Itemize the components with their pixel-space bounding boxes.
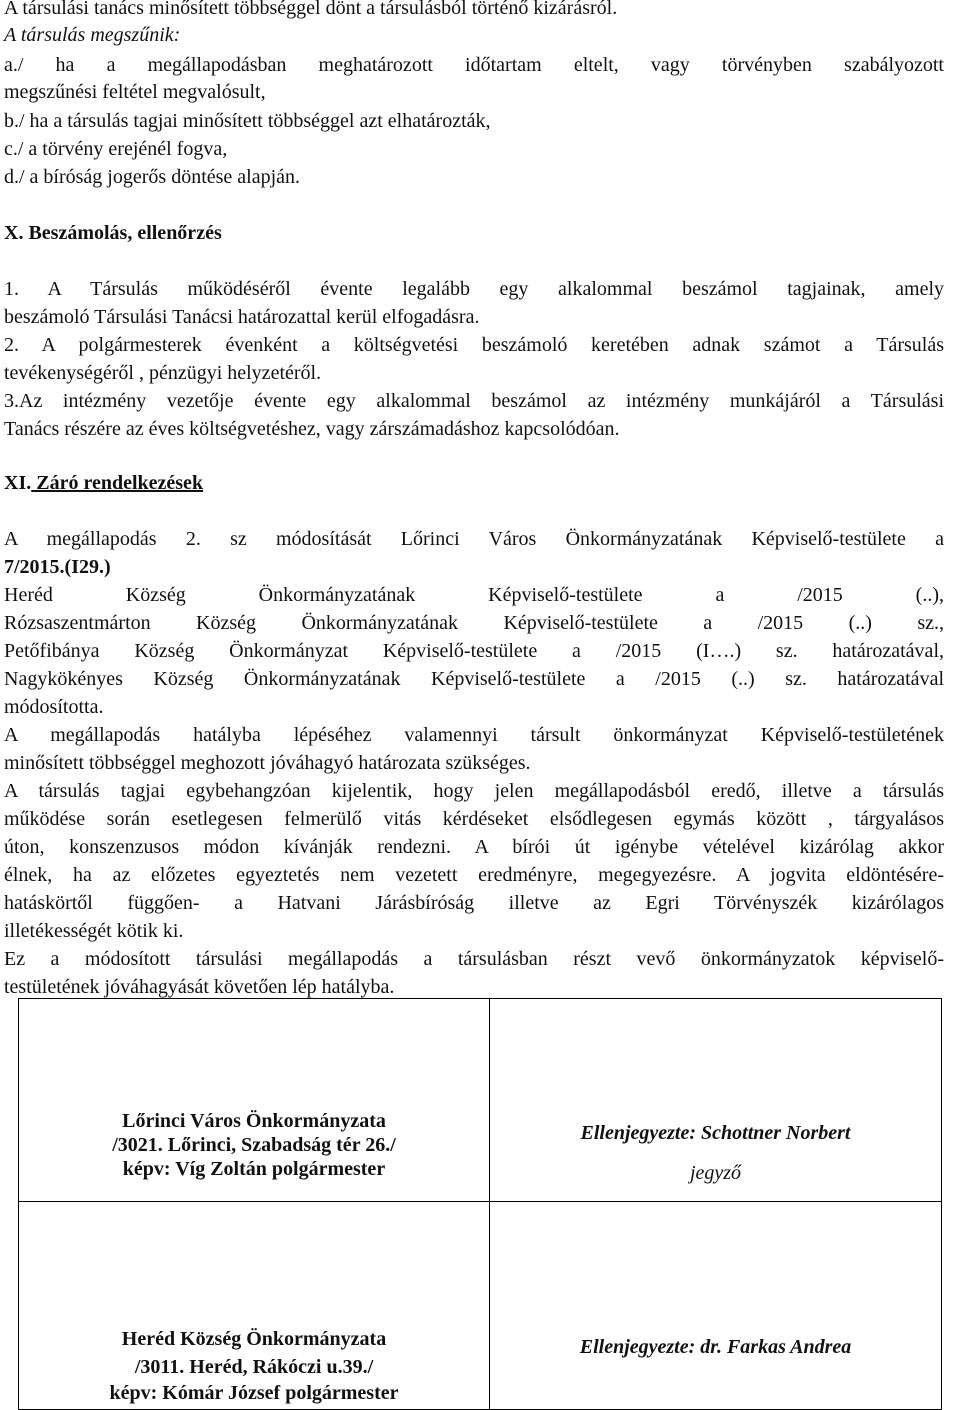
xi-line-6: Nagykökényes Község Önkormányzatának Képviselő-testülete a /2015 (..) sz. határozatával xyxy=(4,668,944,690)
xi-line-11: működése során esetlegesen felmerülő vitás kérdéseket elsődlegesen egymás között , tárgyalásos xyxy=(4,808,944,830)
hered-address: /3011. Heréd, Rákóczi u.39./ xyxy=(134,1356,374,1378)
termination-heading: A társulás megszűnik: xyxy=(4,24,181,46)
xi-line-5: Petőfibánya Község Önkormányzat Képviselő-testülete a /2015 (I….) sz. határozatával, xyxy=(4,640,944,662)
section-x-heading: X. Beszámolás, ellenőrzés xyxy=(4,222,222,244)
xi-line-15: illetékességét kötik ki. xyxy=(4,920,184,942)
section-x-p2-line1: 2. A polgármesterek évenként a költségvetési beszámoló keretében adnak számot a Társulás xyxy=(4,334,944,356)
lorinci-representative: képv: Víg Zoltán polgármester xyxy=(122,1158,386,1180)
termination-item-a-line2: megszűnési feltétel megvalósult, xyxy=(4,81,266,103)
xi-line-3: Heréd Község Önkormányzatának Képviselő-testülete a /2015 (..), xyxy=(4,584,944,606)
termination-item-c: c./ a törvény erejénél fogva, xyxy=(4,138,228,160)
xi-line-1: A megállapodás 2. sz módosítását Lőrinci Város Önkormányzatának Képviselő-testülete a xyxy=(4,528,944,550)
xi-line-7: módosította. xyxy=(4,696,104,718)
xi-line-2: 7/2015.(I29.) xyxy=(4,556,111,578)
hered-representative: képv: Kómár József polgármester xyxy=(109,1382,399,1404)
signature-table xyxy=(18,998,942,1410)
section-x-p2-line2: tevékenységéről , pénzügyi helyzetéről. xyxy=(4,362,322,384)
countersigned-by-farkas: Ellenjegyezte: dr. Farkas Andrea xyxy=(579,1336,852,1358)
xi-line-14: hatáskörtől függően- a Hatvani Járásbíróság illetve az Egri Törvényszék kizárólagos xyxy=(4,892,944,914)
xi-line-12: úton, konszenzusos módon kívánják rendezni. A bírói út igénybe vételével kizárólag akkor xyxy=(4,836,944,858)
xi-line-8: A megállapodás hatályba lépéséhez valamennyi társult önkormányzat Képviselő-testületének xyxy=(4,724,944,746)
xi-line-13: élnek, ha az előzetes egyeztetés nem vezetett eredményre, megegyezésre. A jogvita eldöntésére- xyxy=(4,864,944,886)
exclusion-sentence: A társulási tanács minősített többséggel dönt a társulásból történő kizárásról. xyxy=(4,0,618,19)
xi-line-4: Rózsaszentmárton Község Önkormányzatának Képviselő-testülete a /2015 (..) sz., xyxy=(4,612,944,634)
section-x-p1-line1: 1. A Társulás működéséről évente legalább egy alkalommal beszámol tagjainak, amely xyxy=(4,278,944,300)
xi-line-10: A társulás tagjai egybehangzóan kijelentik, hogy jelen megállapodásból eredő, illetve a társulás xyxy=(4,780,944,802)
section-xi-title: Záró rendelkezések xyxy=(31,472,204,494)
section-x-p3-line2: Tanács részére az éves költségvetéshez, vagy zárszámadáshoz kapcsolódóan. xyxy=(4,418,620,440)
termination-item-b: b./ ha a társulás tagjai minősített többséggel azt elhatározták, xyxy=(4,110,491,132)
section-x-p3-line1: 3.Az intézmény vezetője évente egy alkalommal beszámol az intézmény munkájáról a Társulási xyxy=(4,390,944,412)
section-xi-heading xyxy=(4,470,944,497)
xi-line-16: Ez a módosított társulási megállapodás a társulásban részt vevő önkormányzatok képviselő- xyxy=(4,948,944,970)
countersign-cell-2 xyxy=(490,1202,942,1410)
section-xi-number: XI. xyxy=(4,472,32,494)
xi-line-9: minősített többséggel meghozott jóváhagyó határozata szükséges. xyxy=(4,752,531,774)
signature-cell-hered xyxy=(19,1202,490,1410)
termination-item-d: d./ a bíróság jogerős döntése alapján. xyxy=(4,166,301,188)
lorinci-org-name: Lőrinci Város Önkormányzata xyxy=(122,1110,386,1132)
signature-cell-lorinci xyxy=(19,999,490,1202)
hered-org-name: Heréd Község Önkormányzata xyxy=(121,1328,387,1350)
notary-title: jegyző xyxy=(689,1162,742,1184)
xi-line-17: testületének jóváhagyását követően lép hatályba. xyxy=(4,976,395,998)
termination-item-a-line1: a./ ha a megállapodásban meghatározott időtartam eltelt, vagy törvényben szabályozott xyxy=(4,54,944,76)
lorinci-address: /3021. Lőrinci, Szabadság tér 26./ xyxy=(112,1134,396,1156)
section-x-p1-line2: beszámoló Társulási Tanácsi határozattal kerül elfogadásra. xyxy=(4,306,480,328)
countersigned-by-schottner: Ellenjegyezte: Schottner Norbert xyxy=(580,1122,851,1144)
countersign-cell-1 xyxy=(490,999,942,1202)
